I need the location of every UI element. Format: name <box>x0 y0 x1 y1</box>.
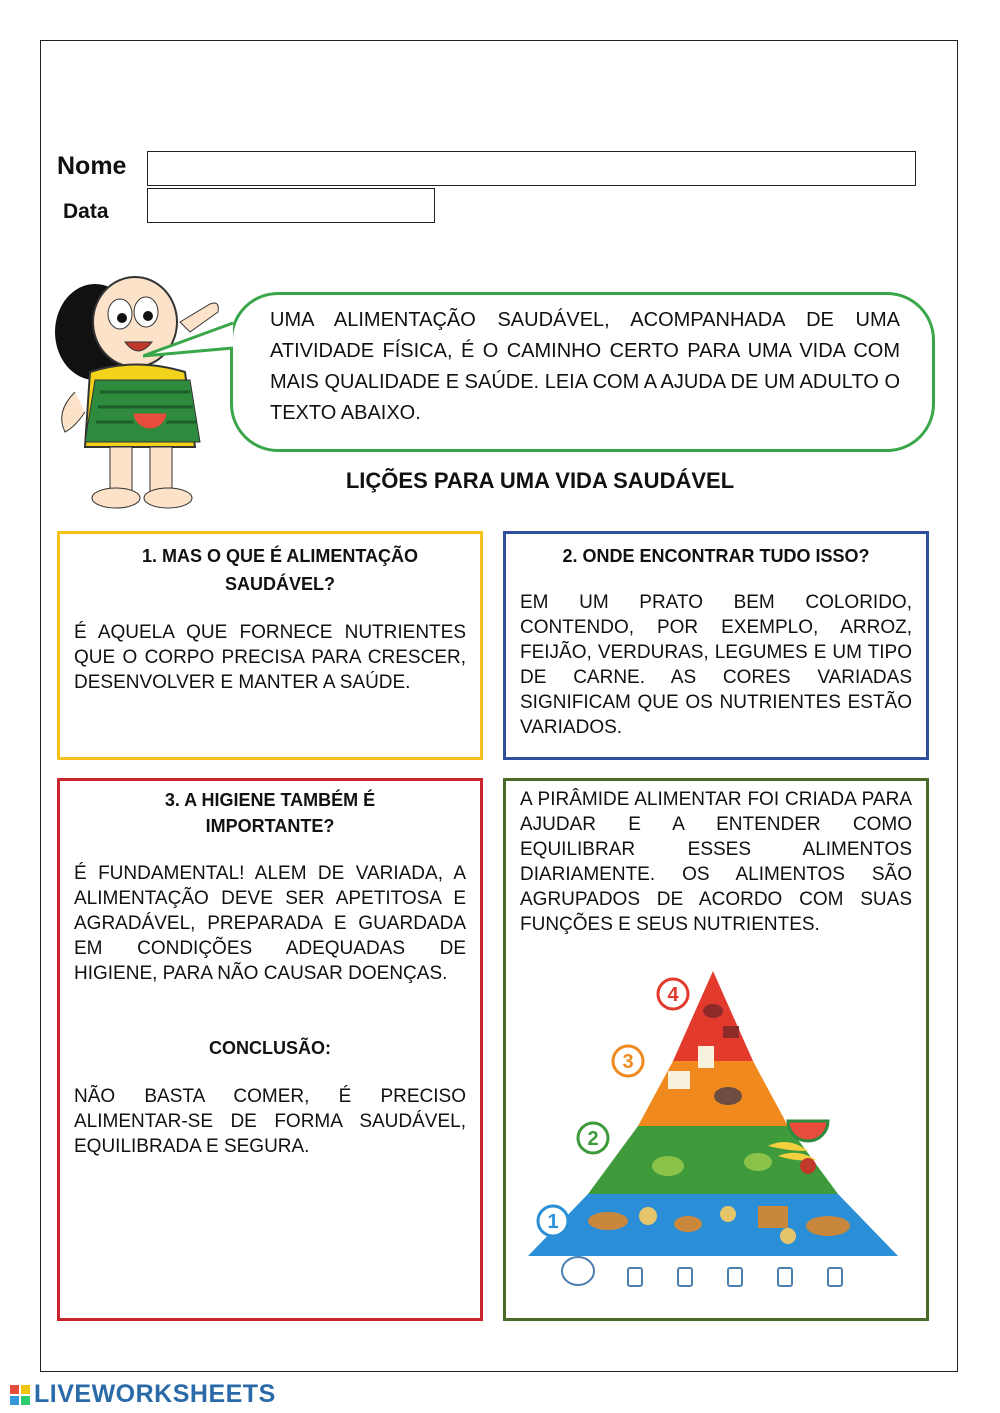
food-pyramid-illustration <box>528 966 898 1306</box>
pyramid-number-4: 4 <box>667 984 679 1006</box>
intro-speech-text: UMA ALIMENTAÇÃO SAUDÁVEL, ACOMPANHADA DE UMA ATIVIDADE FÍSICA, É O CAMINHO CERTO PARA UMA VIDA COM MAIS QUALIDADE E SAÚDE. LEIA COM A AJUDA DE UM ADULTO O TEXTO ABAIXO. <box>270 309 900 424</box>
page-title: LIÇÕES PARA UMA VIDA SAUDÁVEL <box>345 468 735 493</box>
pyramid-number-1: 1 <box>547 1211 559 1233</box>
section-hygiene <box>57 778 483 1321</box>
date-label: Data <box>63 200 109 223</box>
section-1-text: É AQUELA QUE FORNECE NUTRIENTES QUE O CORPO PRECISA PARA CRESCER, DESENVOLVER E MANTER A SAÚDE. <box>74 622 466 693</box>
conclusion-heading: CONCLUSÃO: <box>209 1038 331 1058</box>
section-what-is-healthy-eating <box>57 531 483 760</box>
section-4-text: A PIRÂMIDE ALIMENTAR FOI CRIADA PARA AJUDAR E A ENTENDER COMO EQUILIBRAR ESSES ALIMENTOS DIARIAMENTE. OS ALIMENTOS SÃO AGRUPADOS DE ACORDO COM SUAS FUNÇÕES E SEUS NUTRIENTES. <box>520 789 912 935</box>
footer-brand: LIVEWORKSHEETS <box>34 1380 276 1408</box>
section-3-text: É FUNDAMENTAL! ALEM DE VARIADA, A ALIMENTAÇÃO DEVE SER APETITOSA E AGRADÁVEL, PREPARADA E GUARDADA EM CONDIÇÕES ADEQUADAS DE HIGIENE, PARA NÃO CAUSAR DOENÇAS. <box>74 863 466 984</box>
logo-blocks-icon <box>10 1385 30 1405</box>
pyramid-level-3 <box>638 1061 788 1126</box>
section-1-heading: 1. MAS O QUE É ALIMENTAÇÃO SAUDÁVEL? <box>141 546 418 594</box>
cartoon-girl-illustration <box>50 262 240 522</box>
pyramid-number-3: 3 <box>622 1051 634 1073</box>
section-where-to-find <box>503 531 929 760</box>
section-2-heading: 2. ONDE ENCONTRAR TUDO ISSO? <box>562 546 870 566</box>
liveworksheets-logo <box>10 1380 276 1409</box>
section-3-heading: 3. A HIGIENE TAMBÉM É IMPORTANTE? <box>164 790 376 836</box>
conclusion-text: NÃO BASTA COMER, É PRECISO ALIMENTAR-SE DE FORMA SAUDÁVEL, EQUILIBRADA E SEGURA. <box>74 1086 466 1157</box>
pyramid-number-2: 2 <box>587 1128 599 1150</box>
date-input[interactable] <box>147 188 435 223</box>
name-input[interactable] <box>147 151 916 186</box>
section-2-text: EM UM PRATO BEM COLORIDO, CONTENDO, POR EXEMPLO, ARROZ, FEIJÃO, VERDURAS, LEGUMES E UM TIPO DE CARNE. AS CORES VARIADAS SIGNIFICAM QUE OS NUTRIENTES ESTÃO VARIADOS. <box>520 592 912 738</box>
speech-bubble-tail <box>143 318 243 368</box>
name-label: Nome <box>57 152 127 180</box>
